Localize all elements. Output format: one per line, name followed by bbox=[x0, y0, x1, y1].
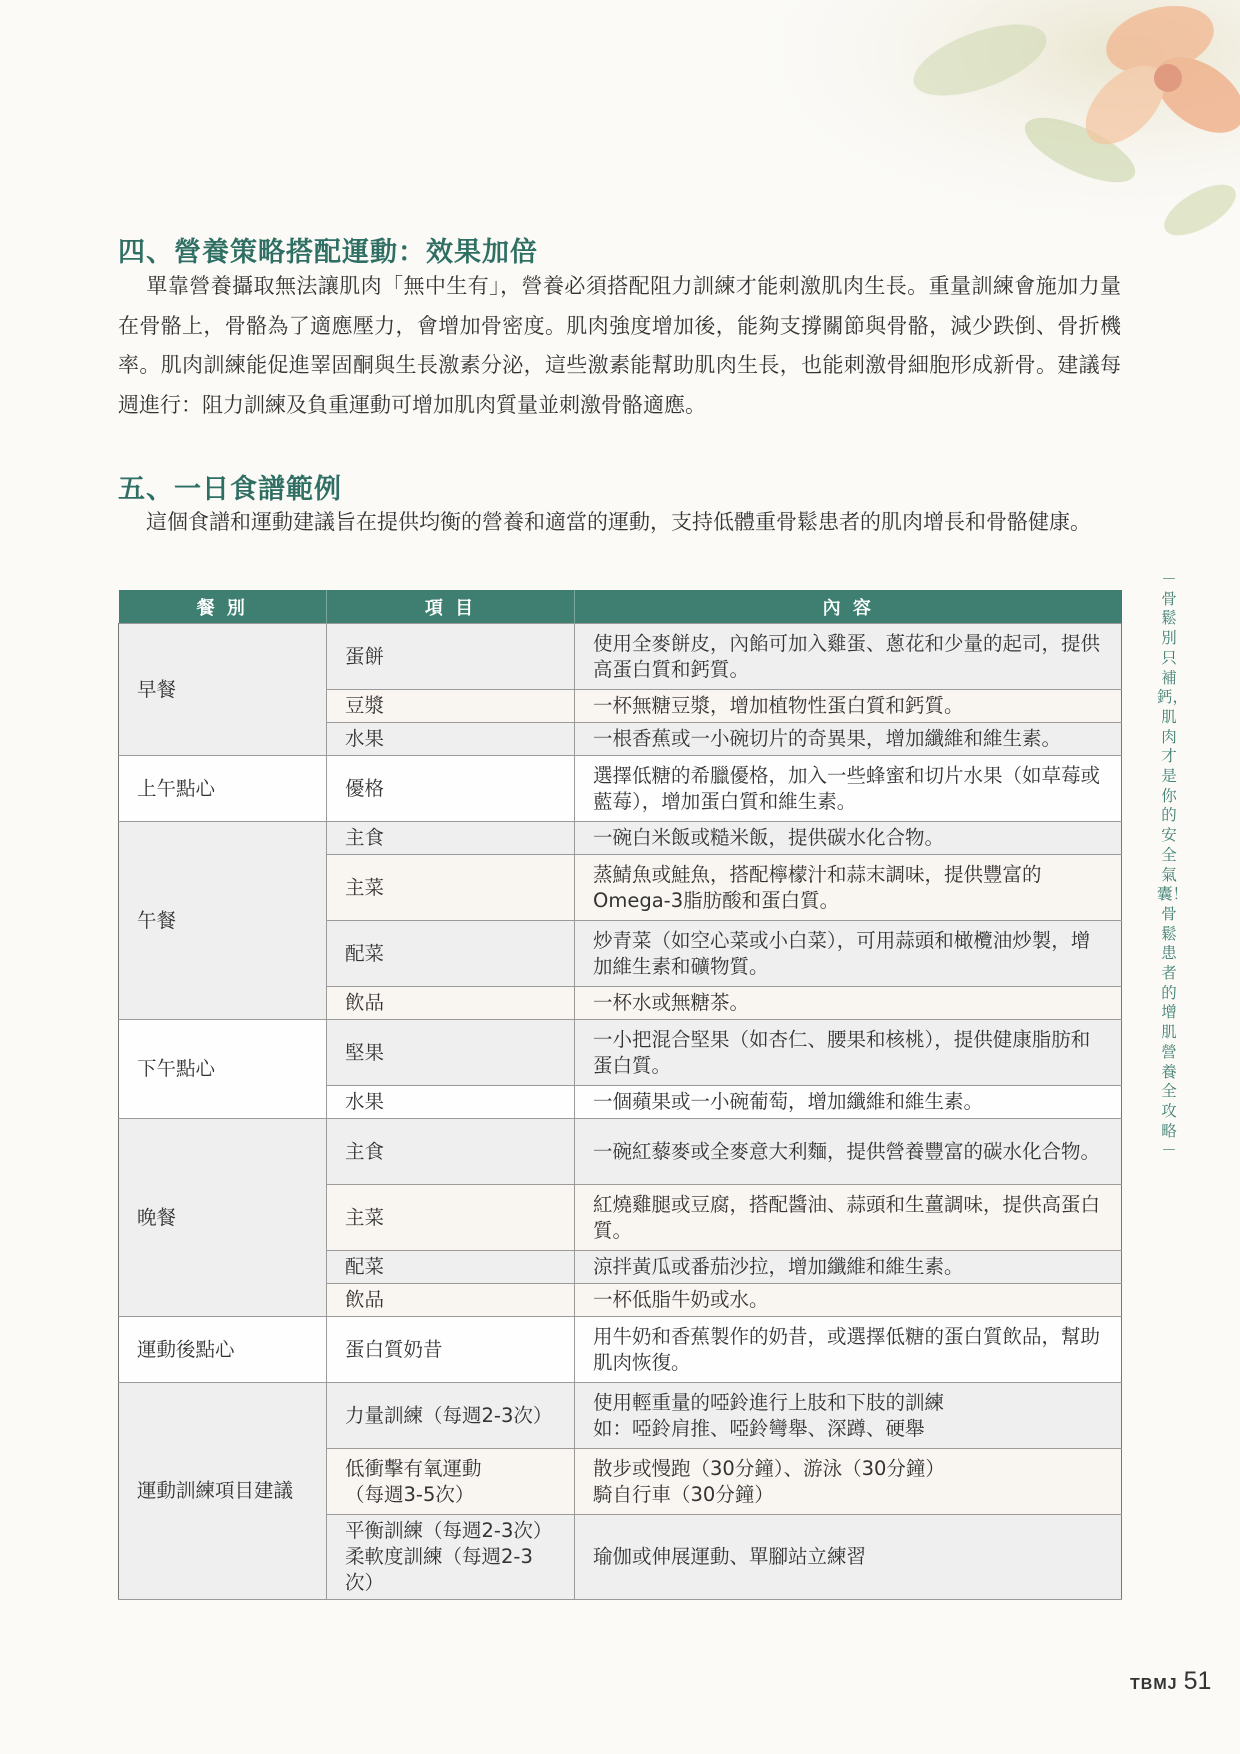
content-cell: 一碗紅藜麥或全麥意大利麵，提供營養豐富的碳水化合物。 bbox=[575, 1119, 1122, 1185]
meal-afternoon-snack: 下午點心 bbox=[119, 1020, 327, 1119]
item-cell bbox=[327, 1449, 575, 1515]
item-cell: 力量訓練（每週2-3次） bbox=[327, 1383, 575, 1449]
content-cell: 一杯水或無糖茶。 bbox=[575, 987, 1122, 1020]
item-cell: 堅果 bbox=[327, 1020, 575, 1086]
content-cell: 用牛奶和香蕉製作的奶昔，或選擇低糖的蛋白質飲品，幫助肌肉恢復。 bbox=[575, 1317, 1122, 1383]
section4-body: 單靠營養攝取無法讓肌肉「無中生有」，營養必須搭配阻力訓練才能刺激肌肉生長。重量訓練會施加力量在骨骼上，骨骼為了適應壓力，會增加骨密度。肌肉強度增加後，能夠支撐關節與骨骼，減少跌倒、骨折機率。肌肉訓練能促進睪固酮與生長激素分泌，這些激素能幫助肌肉生長，也能刺激骨細胞形成新骨。建議每週進行：阻力訓練及負重運動可增加肌肉質量並刺激骨骼適應。 bbox=[118, 274, 1121, 417]
daily-menu-table bbox=[118, 590, 1122, 1600]
section5-body: 這個食譜和運動建議旨在提供均衡的營養和適當的運動，支持低體重骨鬆患者的肌肉增長和骨骼健康。 bbox=[146, 510, 1091, 534]
journal-name: TBMJ bbox=[1130, 1676, 1178, 1693]
table-row bbox=[119, 1317, 1122, 1383]
table-row bbox=[119, 822, 1122, 855]
content-cell: 一杯低脂牛奶或水。 bbox=[575, 1284, 1122, 1317]
content-cell: 一杯無糖豆漿，增加植物性蛋白質和鈣質。 bbox=[575, 690, 1122, 723]
item-cell: 蛋白質奶昔 bbox=[327, 1317, 575, 1383]
content-cell bbox=[575, 1383, 1122, 1449]
content-cell: 炒青菜（如空心菜或小白菜），可用蒜頭和橄欖油炒製，增加維生素和礦物質。 bbox=[575, 921, 1122, 987]
item-cell: 飲品 bbox=[327, 1284, 575, 1317]
content-cell: 瑜伽或伸展運動、單腳站立練習 bbox=[575, 1515, 1122, 1600]
content-cell bbox=[575, 1449, 1122, 1515]
item-cell: 豆漿 bbox=[327, 690, 575, 723]
content-cell: 一個蘋果或一小碗葡萄，增加纖維和維生素。 bbox=[575, 1086, 1122, 1119]
item-line: 低衝擊有氧運動 bbox=[345, 1456, 482, 1480]
table-row bbox=[119, 1119, 1122, 1185]
table-row bbox=[119, 756, 1122, 822]
item-cell: 主菜 bbox=[327, 855, 575, 921]
section4-title: 四、營養策略搭配運動：效果加倍 bbox=[118, 237, 538, 268]
meal-exercise: 運動訓練項目建議 bbox=[119, 1383, 327, 1600]
header-meal: 餐 別 bbox=[119, 590, 327, 624]
meal-post-workout: 運動後點心 bbox=[119, 1317, 327, 1383]
content-cell: 蒸鯖魚或鮭魚，搭配檸檬汁和蒜末調味，提供豐富的Omega-3脂肪酸和蛋白質。 bbox=[575, 855, 1122, 921]
item-cell bbox=[327, 1515, 575, 1600]
item-line: （每週3-5次） bbox=[345, 1482, 475, 1506]
table-row bbox=[119, 624, 1122, 690]
meal-breakfast: 早餐 bbox=[119, 624, 327, 756]
item-cell: 配菜 bbox=[327, 1251, 575, 1284]
content-cell: 使用全麥餅皮，內餡可加入雞蛋、蔥花和少量的起司，提供高蛋白質和鈣質。 bbox=[575, 624, 1122, 690]
meal-lunch: 午餐 bbox=[119, 822, 327, 1020]
item-line: 平衡訓練（每週2-3次） bbox=[345, 1519, 553, 1542]
item-cell: 主食 bbox=[327, 822, 575, 855]
content-cell: 一根香蕉或一小碗切片的奇異果，增加纖維和維生素。 bbox=[575, 723, 1122, 756]
item-cell: 水果 bbox=[327, 1086, 575, 1119]
table-header-row bbox=[119, 590, 1122, 624]
content-cell: 涼拌黃瓜或番茄沙拉，增加纖維和維生素。 bbox=[575, 1251, 1122, 1284]
meal-morning-snack: 上午點心 bbox=[119, 756, 327, 822]
meal-dinner: 晚餐 bbox=[119, 1119, 327, 1317]
header-content: 內 容 bbox=[575, 590, 1122, 624]
page-number: 51 bbox=[1183, 1667, 1212, 1695]
content-cell: 一碗白米飯或糙米飯，提供碳水化合物。 bbox=[575, 822, 1122, 855]
table-row bbox=[119, 1383, 1122, 1449]
section5-paragraph bbox=[118, 503, 1121, 543]
item-line: 柔軟度訓練（每週2-3次） bbox=[345, 1545, 533, 1594]
content-cell: 紅燒雞腿或豆腐，搭配醬油、蒜頭和生薑調味，提供高蛋白質。 bbox=[575, 1185, 1122, 1251]
item-cell: 優格 bbox=[327, 756, 575, 822]
header-item: 項 目 bbox=[327, 590, 575, 624]
section5-title: 五、一日食譜範例 bbox=[118, 474, 342, 505]
content-cell: 一小把混合堅果（如杏仁、腰果和核桃），提供健康脂肪和蛋白質。 bbox=[575, 1020, 1122, 1086]
item-cell: 蛋餅 bbox=[327, 624, 575, 690]
item-cell: 水果 bbox=[327, 723, 575, 756]
item-cell: 主菜 bbox=[327, 1185, 575, 1251]
content-cell: 選擇低糖的希臘優格，加入一些蜂蜜和切片水果（如草莓或藍莓），增加蛋白質和維生素。 bbox=[575, 756, 1122, 822]
content-line: 散步或慢跑（30分鐘）、游泳（30分鐘） bbox=[593, 1456, 945, 1480]
item-cell: 主食 bbox=[327, 1119, 575, 1185]
section4-paragraph bbox=[118, 267, 1121, 425]
hibiscus-flower-decoration bbox=[680, 0, 1240, 260]
running-title-vertical: －骨鬆別只補鈣，肌肉才是你的安全氣囊！骨鬆患者的增肌營養全攻略－ bbox=[1157, 570, 1189, 1160]
content-line: 如：啞鈴肩推、啞鈴彎舉、深蹲、硬舉 bbox=[593, 1416, 925, 1440]
item-cell: 配菜 bbox=[327, 921, 575, 987]
content-line: 使用輕重量的啞鈴進行上肢和下肢的訓練 bbox=[593, 1390, 945, 1414]
table-row bbox=[119, 1020, 1122, 1086]
content-line: 騎自行車（30分鐘） bbox=[593, 1482, 774, 1506]
page-footer bbox=[1130, 1667, 1211, 1696]
item-cell: 飲品 bbox=[327, 987, 575, 1020]
